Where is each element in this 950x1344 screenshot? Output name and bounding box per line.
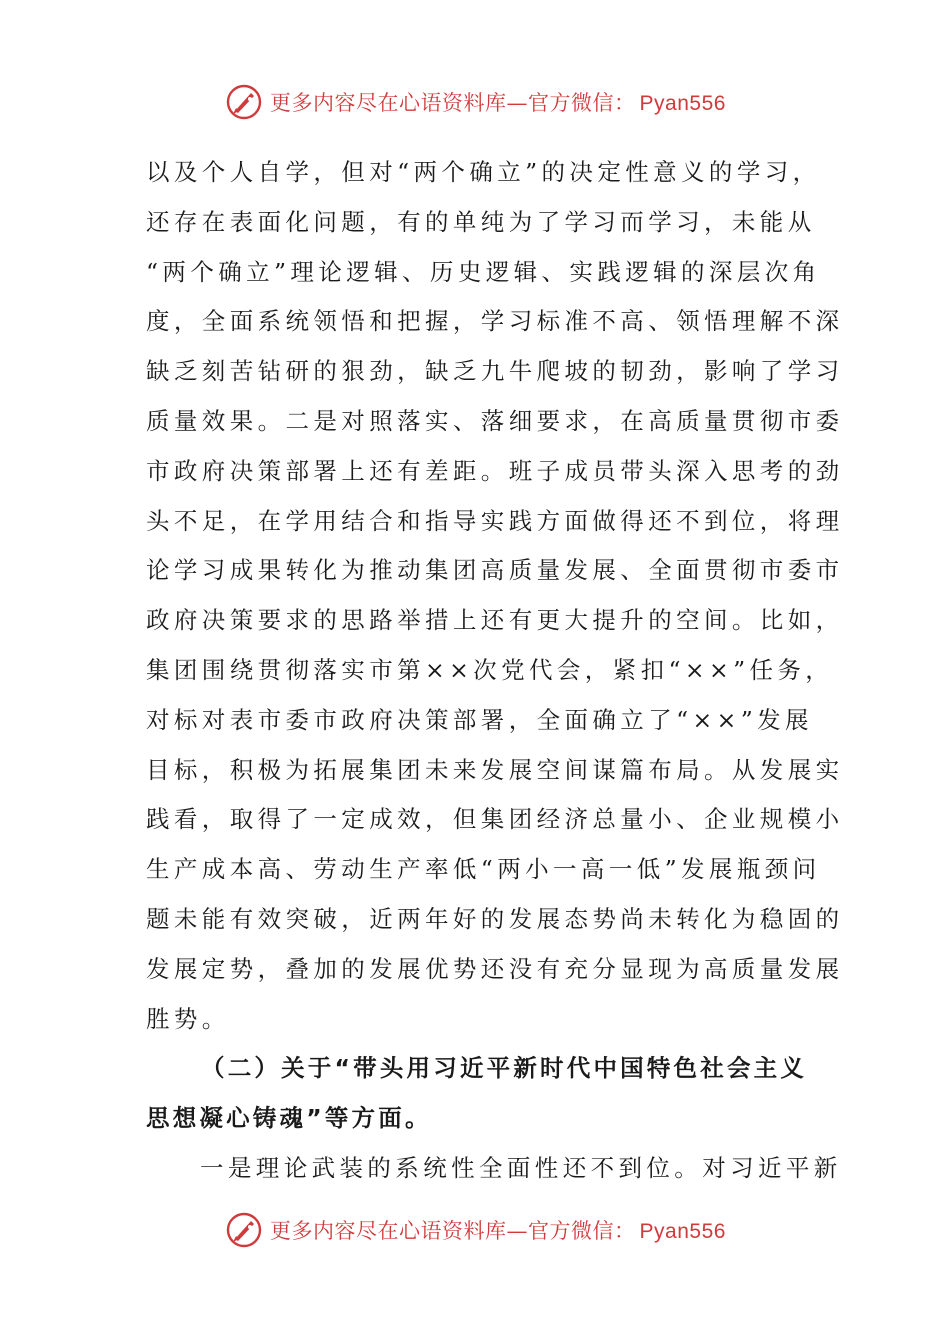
watermark-id: Pyan556: [639, 92, 726, 115]
watermark-id: Pyan556: [639, 1220, 726, 1243]
header-watermark: [0, 78, 950, 126]
text-line: 头不足，在学用结合和指导实践方面做得还不到位，将理: [146, 506, 844, 535]
footer-watermark: [0, 1206, 950, 1254]
pen-nib-circle-icon: [224, 1210, 264, 1250]
text-line: 论学习成果转化为推动集团高质量发展、全面贯彻市委市: [146, 556, 844, 585]
text-line: 胜势。: [146, 1004, 230, 1033]
text-line: 对标对表市委市政府决策部署，全面确立了“××”发展: [146, 705, 813, 734]
text-line: 目标，积极为拓展集团未来发展空间谋篇布局。从发展实: [146, 755, 844, 784]
text-line: 度，全面系统领悟和把握，学习标准不高、领悟理解不深: [146, 307, 844, 336]
watermark-text: [270, 1215, 726, 1245]
watermark-text: [270, 87, 726, 117]
section-heading-line-2: 思想凝心铸魂”等方面。: [146, 1104, 432, 1133]
text-line: 发展定势，叠加的发展优势还没有充分显现为高质量发展: [146, 954, 844, 983]
text-line: 政府决策要求的思路举措上还有更大提升的空间。比如，: [146, 606, 844, 635]
text-line: 题未能有效突破，近两年好的发展态势尚未转化为稳固的: [146, 904, 844, 933]
watermark-label: 更多内容尽在心语资料库—官方微信：: [270, 91, 636, 115]
text-line: “两个确立”理论逻辑、历史逻辑、实践逻辑的深层次角: [146, 257, 821, 286]
text-line: 还存在表面化问题，有的单纯为了学习而学习，未能从: [146, 207, 816, 236]
text-line: 质量效果。二是对照落实、落细要求，在高质量贯彻市委: [146, 406, 844, 435]
watermark-label: 更多内容尽在心语资料库—官方微信：: [270, 1219, 636, 1243]
text-line: 市政府决策部署上还有差距。班子成员带头深入思考的劲: [146, 456, 844, 485]
pen-nib-circle-icon: [224, 82, 264, 122]
text-line: 集团围绕贯彻落实市第××次党代会，紧扣“××”任务，: [146, 655, 834, 684]
paragraph-first-line: 一是理论武装的系统性全面性还不到位。对习近平新: [200, 1153, 842, 1182]
text-line: 缺乏刻苦钻研的狠劲，缺乏九牛爬坡的韧劲，影响了学习: [146, 357, 844, 386]
document-body: [146, 148, 844, 1194]
text-line: 以及个人自学，但对“两个确立”的决定性意义的学习，: [146, 158, 821, 186]
text-line: 践看，取得了一定成效，但集团经济总量小、企业规模小: [146, 805, 844, 834]
text-line: 生产成本高、劳动生产率低“两小一高一低”发展瓶颈问: [146, 855, 821, 884]
section-heading-line-1: （二）关于“带头用习近平新时代中国特色社会主义: [201, 1054, 808, 1083]
